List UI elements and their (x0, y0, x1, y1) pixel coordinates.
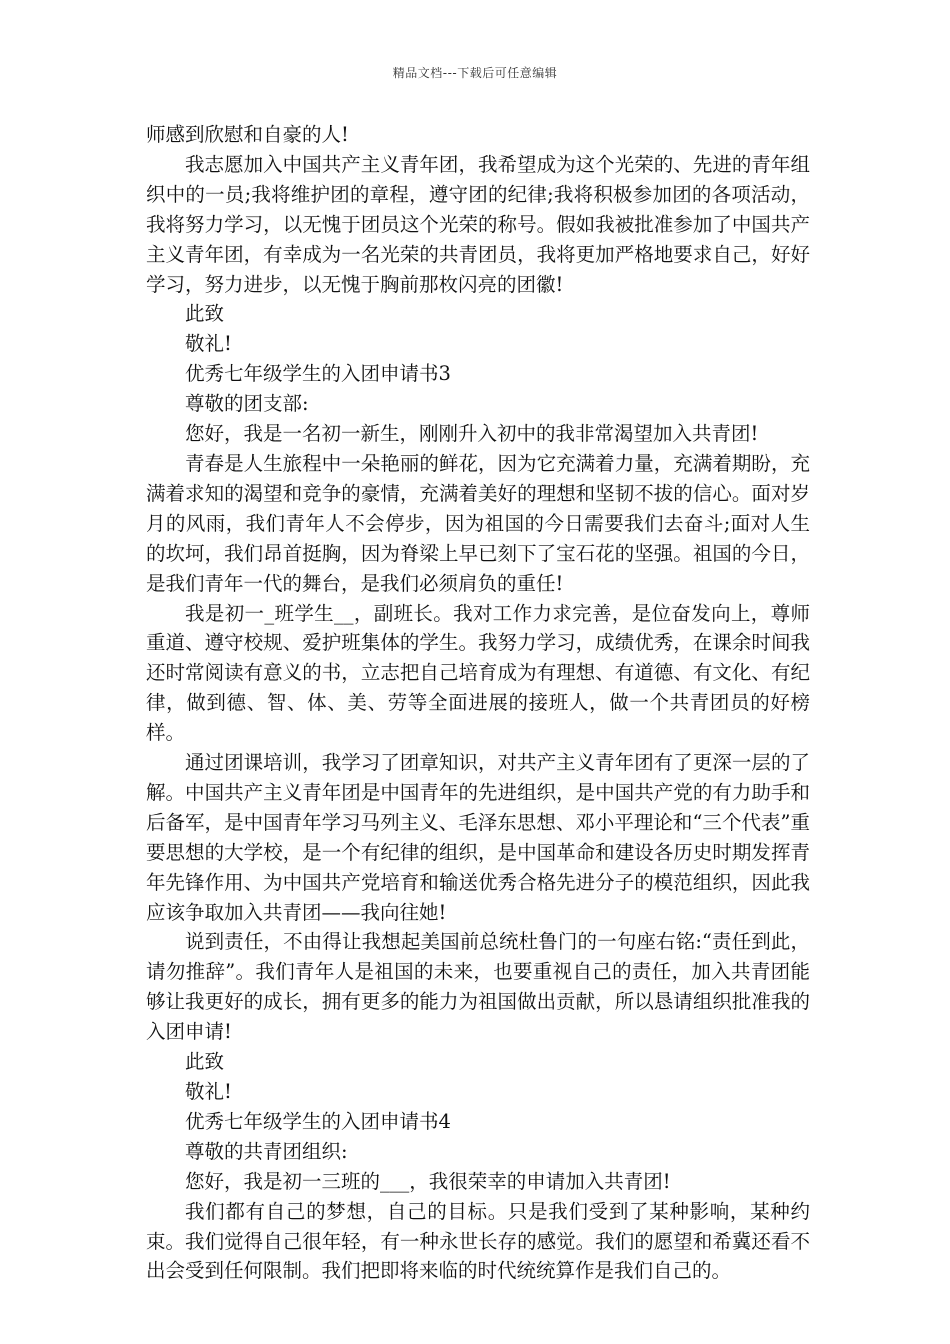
greeting: 尊敬的团支部: (185, 392, 309, 416)
page-header: 精品文档---下载后可任意编辑 (392, 66, 558, 80)
paragraph: 说到责任，不由得让我想起美国前总统杜鲁门的一句座右铭:“责任到此，请勿推辞”。我们青年人是祖国的未来，也要重视自己的责任，加入共青团能够让我更好的成长，拥有更多的能力为祖国做出贡献，所以恳请组织批准我的入团申请! (146, 930, 810, 1044)
paragraph: 我志愿加入中国共产主义青年团，我希望成为这个光荣的、先进的青年组织中的一员;我将维护团的章程，遵守团的纪律;我将积极参加团的各项活动，我将努力学习，以无愧于团员这个光荣的称号。假如我被批准参加了中国共产主义青年团，有幸成为一名光荣的共青团员，我将更加严格地要求自己，好好学习，努力进步，以无愧于胸前那枚闪亮的团徽! (146, 152, 810, 296)
paragraph: 您好，我是初一三班的___，我很荣幸的申请加入共青团! (185, 1169, 671, 1193)
section-title: 优秀七年级学生的入团申请书3 (185, 362, 451, 386)
paragraph: 青春是人生旅程中一朵艳丽的鲜花，因为它充满着力量，充满着期盼，充满着求知的渴望和竞争的豪情，充满着美好的理想和坚韧不拔的信心。面对岁月的风雨，我们青年人不会停步，因为祖国的今日需要我们去奋斗;面对人生的坎坷，我们昂首挺胸，因为脊梁上早已刻下了宝石花的坚强。祖国的今日，是我们青年一代的舞台，是我们必须肩负的重任! (146, 451, 810, 595)
section-title: 优秀七年级学生的入团申请书4 (185, 1109, 451, 1133)
paragraph: 师感到欣慰和自豪的人! (146, 123, 349, 146)
document-body (146, 120, 810, 1286)
closing-respect: 敬礼! (185, 332, 232, 356)
paragraph: 我是初一_班学生__，副班长。我对工作力求完善，是位奋发向上，尊师重道、遵守校规、爱护班集体的学生。我努力学习，成绩优秀，在课余时间我还时常阅读有意义的书，立志把自己培育成为有理想、有道德、有文化、有纪律，做到德、智、体、美、劳等全面进展的接班人，做一个共青团员的好榜样。 (146, 601, 810, 745)
greeting: 尊敬的共青团组织: (185, 1139, 348, 1163)
closing-salutation: 此致 (185, 1050, 225, 1074)
paragraph: 您好，我是一名初一新生，刚刚升入初中的我非常渴望加入共青团! (185, 422, 759, 446)
closing-salutation: 此致 (185, 302, 225, 326)
closing-respect: 敬礼! (185, 1080, 232, 1103)
paragraph: 我们都有自己的梦想，自己的目标。只是我们受到了某种影响，某种约束。我们觉得自己很年轻，有一种永世长存的感觉。我们的愿望和希冀还看不出会受到任何限制。我们把即将来临的时代统统算作是我们自己的。 (146, 1199, 810, 1283)
paragraph: 通过团课培训，我学习了团章知识，对共产主义青年团有了更深一层的了解。中国共产主义青年团是中国青年的先进组织，是中国共产党的有力助手和后备军，是中国青年学习马列主义、毛泽东思想、邓小平理论和“三个代表”重要思想的大学校，是一个有纪律的组织，是中国革命和建设各历史时期发挥青年先锋作用、为中国共产党培育和输送优秀合格先进分子的模范组织，因此我应该争取加入共青团——我向往她! (146, 751, 810, 924)
